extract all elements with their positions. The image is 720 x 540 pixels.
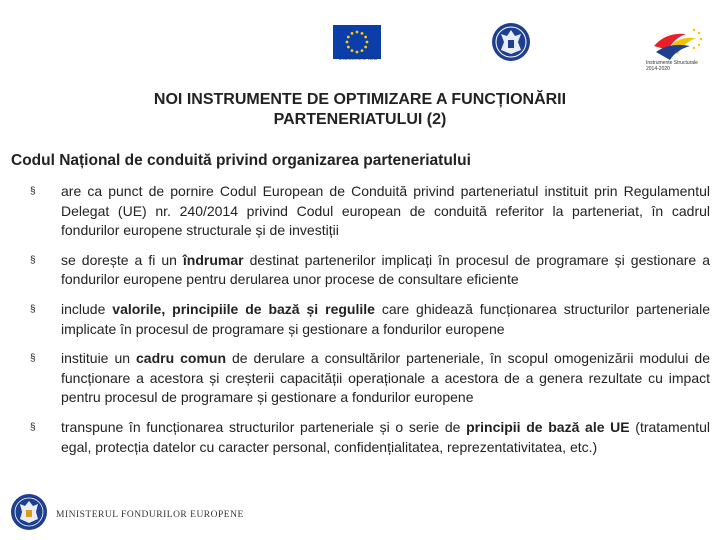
slide-subtitle: Codul Național de conduită privind organizarea parteneriatului — [11, 152, 471, 169]
eu-star-icon — [347, 46, 350, 49]
slide-title: NOI INSTRUMENTE DE OPTIMIZARE A FUNCȚIONĂRII PARTENERIATULUI (2) — [153, 91, 567, 128]
coat-of-arms-icon — [10, 490, 48, 534]
eu-star-icon — [356, 51, 359, 54]
bullet-emphasis: valorile, principiile de bază și regulile — [112, 300, 375, 317]
eu-star-icon — [356, 31, 359, 34]
si-logo-caption: Instrumente Structurale 2014-2020 — [646, 60, 698, 72]
bullet-text: transpune în funcționarea structurilor parteneriale și o serie de — [61, 418, 467, 435]
bullet-text: include — [61, 300, 113, 317]
bullet-list — [30, 182, 710, 467]
bullet-item — [30, 182, 710, 241]
bullet-text: de derulare a consultărilor parteneriale, în scopul omogenizării modului de funcționare a acestora și creșterii capacității operaționale a acestora de a genera rezultate cu impact pentru procesul de programare și gestionare a fondurilor europene — [61, 350, 710, 406]
eu-star-icon — [361, 32, 364, 35]
bullet-text: destinat partenerilor implicați în procesul de programare și gestionare a fondurilor europene pentru derularea unor procese de consultare eficiente — [61, 251, 710, 288]
bullet-text: are ca punct de pornire Codul European de Conduită privind parteneriatul instituit prin Regulamentul Delegat (UE) nr. 240/2014 privind Codul european de conduită referitor la parteneriat, în cadrul fondurilor europene structurale și de investiții — [61, 183, 710, 239]
bullet-emphasis: cadru comun — [136, 350, 227, 367]
bullet-text: instituie un — [61, 350, 137, 367]
bullet-marker-icon: § — [30, 254, 36, 266]
bullet-text: (tratamentul egal, protecția datelor cu caracter personal, confidențialitatea, reprezentativitatea, etc.) — [61, 418, 710, 455]
bullet-item — [30, 251, 710, 290]
ministry-name: MINISTERUL FONDURILOR EUROPENE — [56, 510, 244, 520]
bullet-item — [30, 418, 710, 457]
bullet-text: se dorește a fi un — [61, 251, 183, 268]
eu-star-icon — [364, 46, 367, 49]
bullet-emphasis: îndrumar — [182, 251, 244, 268]
eu-star-icon — [351, 32, 354, 35]
eu-star-icon — [351, 49, 354, 52]
bullet-emphasis: principii de bază ale UE — [466, 418, 630, 435]
bullet-item — [30, 300, 710, 339]
bullet-marker-icon: § — [30, 353, 36, 365]
eu-star-icon — [346, 41, 349, 44]
eu-star-icon — [361, 49, 364, 52]
bullet-marker-icon: § — [30, 421, 36, 433]
eu-star-icon — [364, 36, 367, 39]
romanian-government-logo — [491, 20, 531, 64]
eu-star-icon — [366, 41, 369, 44]
header-logos — [0, 0, 720, 82]
bullet-item — [30, 349, 710, 408]
eu-star-icon — [347, 36, 350, 39]
bullet-text: care ghidează funcționarea structurilor parteneriale implicate în procesul de programare și gestionare a fondurilor europene — [61, 300, 710, 337]
footer — [10, 490, 310, 534]
bullet-marker-icon: § — [30, 186, 36, 197]
eu-logo-caption: UNIUNEA EUROPEANĂ — [338, 57, 378, 61]
bullet-marker-icon: § — [30, 303, 36, 315]
